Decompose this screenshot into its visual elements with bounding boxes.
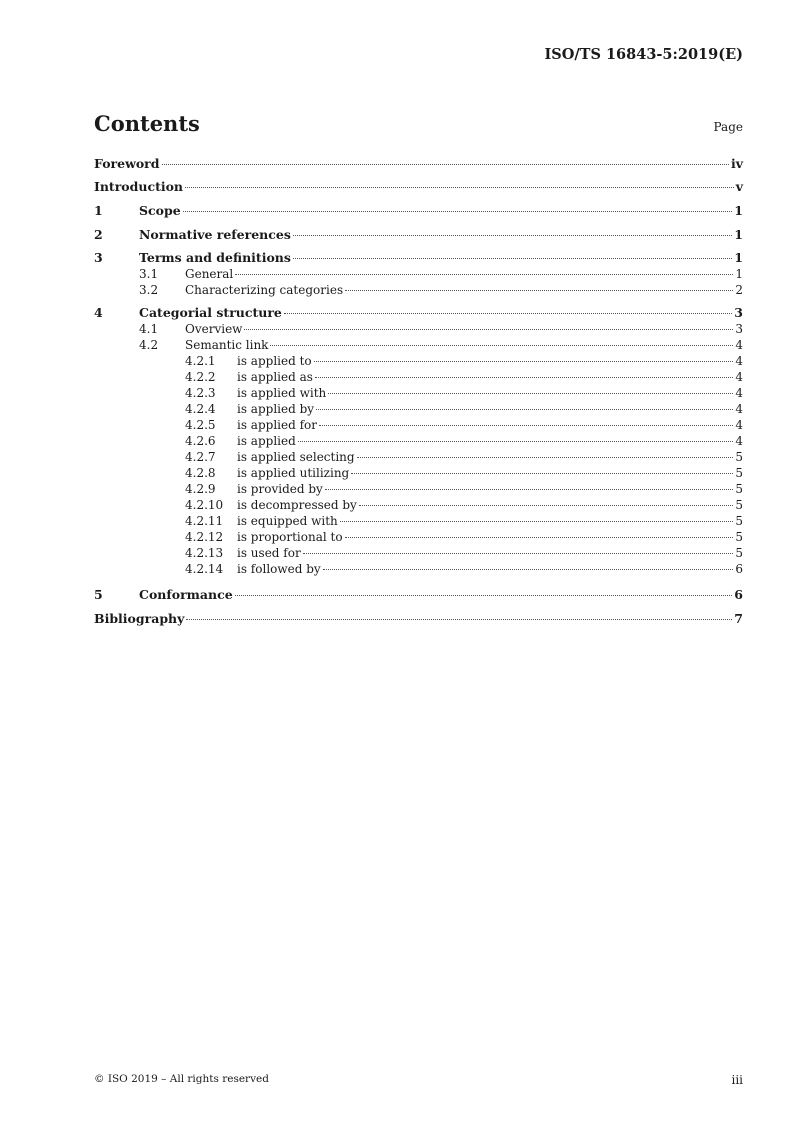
- dot-leader: [270, 345, 733, 346]
- toc-entry[interactable]: [94, 203, 743, 219]
- toc-entry-title[interactable]: is decompressed by: [237, 498, 357, 512]
- dot-leader: [325, 489, 734, 490]
- toc-entry[interactable]: [185, 545, 743, 561]
- dot-leader: [293, 258, 732, 259]
- toc-entry-number: 4.2.4: [185, 402, 216, 416]
- dot-leader: [359, 505, 734, 506]
- dot-leader: [323, 569, 734, 570]
- toc-entry-title[interactable]: is applied utilizing: [237, 466, 350, 480]
- toc-entry[interactable]: [185, 561, 743, 577]
- toc-entry-page: 4: [735, 402, 743, 416]
- toc-entry-number: 4.2.5: [185, 418, 216, 432]
- toc-entry[interactable]: [185, 513, 743, 529]
- toc-entry[interactable]: [94, 179, 743, 195]
- toc-entry-page: 5: [735, 450, 743, 464]
- dot-leader: [328, 393, 733, 394]
- toc-entry[interactable]: [139, 337, 743, 353]
- toc-entry[interactable]: [139, 266, 743, 282]
- toc-entry-number: 1: [94, 203, 103, 218]
- toc-entry-title[interactable]: is proportional to: [237, 530, 343, 544]
- dot-leader: [162, 164, 729, 165]
- toc-entry-title[interactable]: Foreword: [94, 156, 160, 171]
- toc-entry[interactable]: [139, 321, 743, 337]
- toc-entry-title[interactable]: is equipped with: [237, 514, 338, 528]
- toc-entry-number: 2: [94, 227, 103, 242]
- toc-entry[interactable]: [185, 369, 743, 385]
- toc-entry-page: 5: [735, 482, 743, 496]
- toc-entry-number: 3.2: [139, 283, 159, 297]
- toc-entry[interactable]: [94, 305, 743, 321]
- copyright-notice: © ISO 2019 – All rights reserved: [94, 1073, 269, 1085]
- toc-entry[interactable]: [185, 433, 743, 449]
- dot-leader: [315, 377, 733, 378]
- dot-leader: [284, 313, 732, 314]
- toc-entry[interactable]: [185, 401, 743, 417]
- toc-entry-title[interactable]: is used for: [237, 546, 301, 560]
- toc-entry-title[interactable]: is applied for: [237, 418, 318, 432]
- toc-entry-page: 1: [734, 227, 743, 242]
- toc-entry-page: 4: [735, 338, 743, 352]
- toc-entry-number: 3.1: [139, 267, 159, 281]
- toc-entry-number: 4.2.10: [185, 498, 224, 512]
- toc-entry-title[interactable]: Categorial structure: [139, 305, 282, 320]
- dot-leader: [303, 553, 734, 554]
- toc-entry-page: 5: [735, 466, 743, 480]
- toc-entry[interactable]: [185, 385, 743, 401]
- toc-entry-number: 4.2.9: [185, 482, 216, 496]
- toc-entry[interactable]: [94, 250, 743, 266]
- toc-entry-page: 1: [735, 267, 743, 281]
- dot-leader: [293, 235, 732, 236]
- dot-leader: [235, 595, 733, 596]
- dot-leader: [185, 187, 734, 188]
- dot-leader: [298, 441, 734, 442]
- toc-entry[interactable]: [185, 465, 743, 481]
- toc-entry-title[interactable]: Semantic link: [185, 338, 269, 352]
- page-footer: [94, 1073, 743, 1087]
- toc-entry[interactable]: [94, 611, 743, 627]
- toc-entry-page: 5: [735, 498, 743, 512]
- toc-entry-title[interactable]: Introduction: [94, 179, 184, 194]
- toc-entry-title[interactable]: is followed by: [237, 562, 321, 576]
- toc-entry-title[interactable]: Characterizing categories: [185, 283, 344, 297]
- toc-entry-page: 4: [735, 386, 743, 400]
- document-identifier: ISO/TS 16843-5:2019(E): [544, 46, 743, 63]
- toc-entry[interactable]: [185, 481, 743, 497]
- toc-entry-page: 3: [734, 305, 743, 320]
- toc-entry[interactable]: [94, 227, 743, 243]
- dot-leader: [351, 473, 733, 474]
- dot-leader: [183, 211, 733, 212]
- toc-entry-title[interactable]: Conformance: [139, 587, 233, 602]
- toc-entry[interactable]: [139, 282, 743, 298]
- toc-entry-title[interactable]: Overview: [185, 322, 243, 336]
- toc-entry[interactable]: [94, 587, 743, 603]
- dot-leader: [186, 619, 732, 620]
- toc-entry-page: 6: [735, 562, 743, 576]
- dot-leader: [235, 274, 733, 275]
- toc-entry-number: 5: [94, 587, 103, 602]
- toc-entry-title[interactable]: is applied to: [237, 354, 312, 368]
- toc-entry-number: 4.2.1: [185, 354, 216, 368]
- toc-entry[interactable]: [94, 156, 743, 172]
- toc-entry-number: 3: [94, 250, 103, 265]
- toc-entry-page: 5: [735, 514, 743, 528]
- toc-entry-page: 2: [735, 283, 743, 297]
- toc-entry-page: 7: [734, 611, 743, 626]
- dot-leader: [340, 521, 734, 522]
- toc-entry-page: 3: [735, 322, 743, 336]
- toc-entry-number: 4: [94, 305, 103, 320]
- toc-entry-title[interactable]: General: [185, 267, 234, 281]
- toc-entry-number: 4.2.2: [185, 370, 216, 384]
- toc-entry-page: 5: [735, 530, 743, 544]
- toc-entry-title[interactable]: is provided by: [237, 482, 323, 496]
- toc-entry-title[interactable]: Normative references: [139, 227, 291, 242]
- toc-entry-page: 5: [735, 546, 743, 560]
- toc-entry-number: 4.2.6: [185, 434, 216, 448]
- dot-leader: [314, 361, 734, 362]
- toc-entry-number: 4.2.14: [185, 562, 224, 576]
- toc-entry-title[interactable]: is applied selecting: [237, 450, 355, 464]
- toc-entry-page: 4: [735, 370, 743, 384]
- toc-entry-page: 4: [735, 418, 743, 432]
- toc-entry-page: 6: [734, 587, 743, 602]
- toc-entry-page: 4: [735, 354, 743, 368]
- dot-leader: [345, 290, 733, 291]
- toc-entry-title[interactable]: is applied as: [237, 370, 313, 384]
- dot-leader: [244, 329, 733, 330]
- toc-entry-title[interactable]: is applied: [237, 434, 296, 448]
- toc-entry-page: 1: [734, 250, 743, 265]
- toc-entry-title[interactable]: Bibliography: [94, 611, 185, 626]
- dot-leader: [319, 425, 733, 426]
- table-of-contents: [94, 156, 743, 627]
- toc-entry-number: 4.2.7: [185, 450, 216, 464]
- toc-entry-number: 4.2: [139, 338, 159, 352]
- toc-entry-page: 4: [735, 434, 743, 448]
- toc-entry-number: 4.2.11: [185, 514, 224, 528]
- toc-entry-number: 4.2.12: [185, 530, 224, 544]
- toc-entry[interactable]: [185, 449, 743, 465]
- toc-entry-page: iv: [730, 156, 743, 171]
- toc-entry[interactable]: [185, 417, 743, 433]
- toc-entry-number: 4.2.8: [185, 466, 216, 480]
- dot-leader: [316, 409, 733, 410]
- toc-entry-page: 1: [734, 203, 743, 218]
- toc-entry[interactable]: [185, 497, 743, 513]
- toc-entry-page: v: [735, 179, 743, 194]
- toc-entry-title[interactable]: is applied with: [237, 386, 327, 400]
- page-column-label: Page: [713, 120, 743, 134]
- toc-entry[interactable]: [185, 353, 743, 369]
- dot-leader: [357, 457, 734, 458]
- page-title: Contents: [94, 111, 200, 136]
- dot-leader: [345, 537, 734, 538]
- toc-entry[interactable]: [185, 529, 743, 545]
- toc-entry-number: 4.2.13: [185, 546, 224, 560]
- toc-entry-title[interactable]: Terms and definitions: [139, 250, 291, 265]
- contents-heading-row: [94, 111, 743, 136]
- toc-entry-title[interactable]: Scope: [139, 203, 181, 218]
- toc-entry-title[interactable]: is applied by: [237, 402, 315, 416]
- toc-entry-number: 4.1: [139, 322, 159, 336]
- toc-entry-number: 4.2.3: [185, 386, 216, 400]
- page-number: iii: [731, 1073, 743, 1087]
